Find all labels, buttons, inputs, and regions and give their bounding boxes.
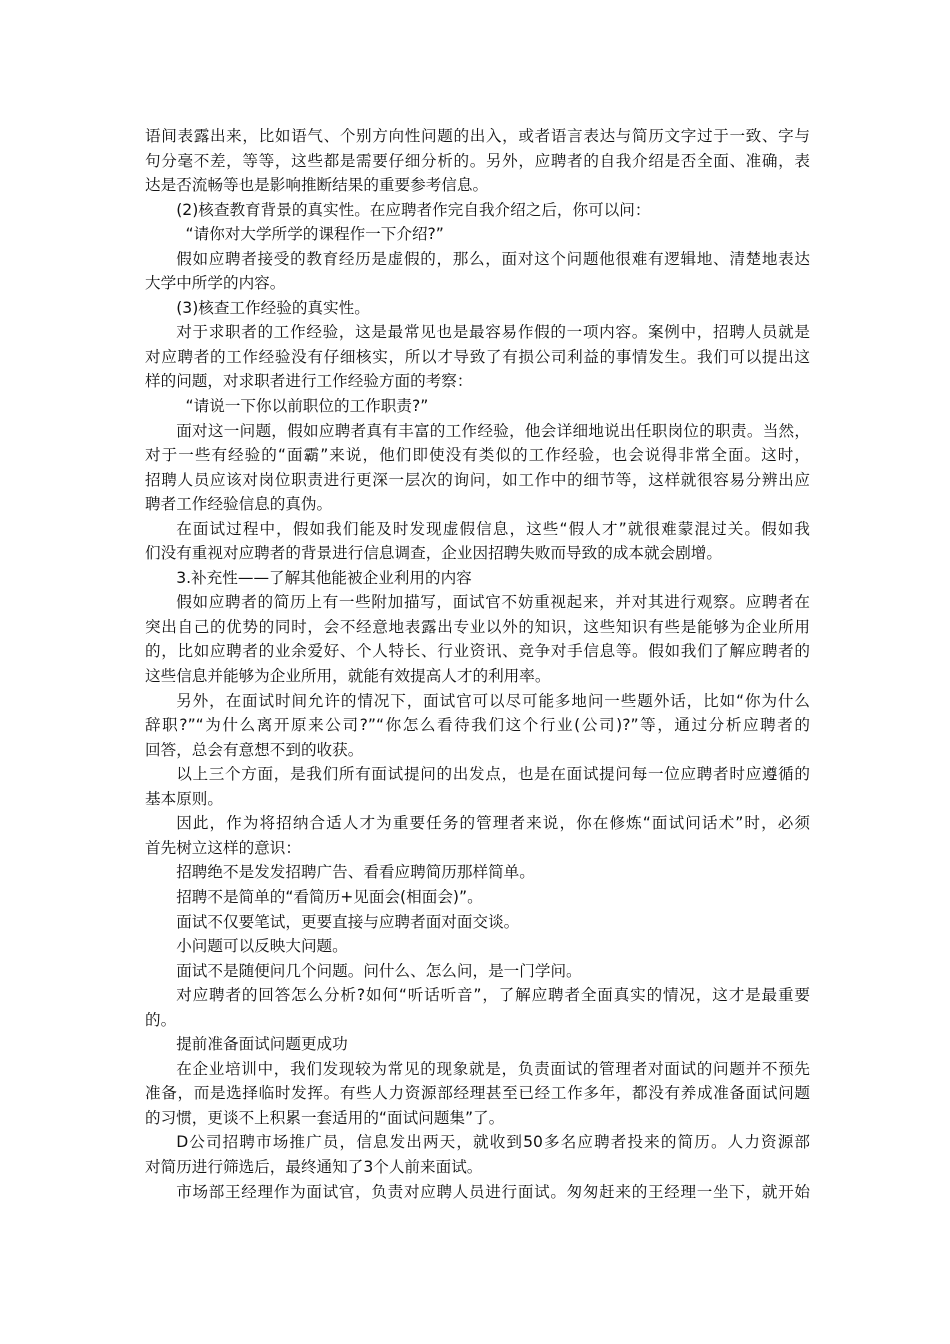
text-line: 招聘绝不是发发招聘广告、看看应聘简历那样简单。 bbox=[176, 863, 535, 882]
text-line: 突出自己的优势的同时，会不经意地表露出专业以外的知识，这些知识有些是能够为企业所用 bbox=[145, 617, 810, 636]
text-line: 提前准备面试问题更成功 bbox=[176, 1035, 348, 1054]
text-line: 们没有重视对应聘者的背景进行信息调查，企业因招聘失败而导致的成本就会剧增。 bbox=[145, 544, 722, 563]
text-line: 回答，总会有意想不到的收获。 bbox=[145, 740, 364, 759]
text-line: 市场部王经理作为面试官，负责对应聘人员进行面试。匆匆赶来的王经理一坐下，就开始 bbox=[176, 1182, 810, 1201]
text-line: 样的问题，对求职者进行工作经验方面的考察： bbox=[145, 372, 473, 391]
text-line: 首先树立这样的意识： bbox=[145, 838, 301, 857]
text-line: 辞职?”“为什么离开原来公司?”“你怎么看待我们这个行业(公司)?”等，通过分析应聘者的 bbox=[145, 716, 810, 735]
text-line: 面试不仅要笔试，更要直接与应聘者面对面交谈。 bbox=[176, 912, 520, 931]
text-line: 的，比如应聘者的业余爱好、个人特长、行业资讯、竞争对手信息等。假如我们了解应聘者的 bbox=[145, 642, 810, 661]
text-line: 聘者工作经验信息的真伪。 bbox=[145, 495, 333, 514]
text-line: 招聘人员应该对岗位职责进行更深一层次的询问，如工作中的细节等，这样就很容易分辨出应 bbox=[145, 470, 810, 489]
text-line: 面对这一问题，假如应聘者真有丰富的工作经验，他会详细地说出任职岗位的职责。当然， bbox=[176, 421, 810, 440]
text-line: “请说一下你以前职位的工作职责?” bbox=[185, 397, 429, 416]
text-line: 招聘不是简单的“看简历+见面会(相面会)”。 bbox=[176, 887, 483, 906]
text-line: 另外，在面试时间允许的情况下，面试官可以尽可能多地问一些题外话，比如“你为什么 bbox=[176, 691, 810, 710]
text-line: 3.补充性——了解其他能被企业利用的内容 bbox=[176, 568, 472, 587]
text-line: 的。 bbox=[145, 1010, 177, 1029]
text-line: 小问题可以反映大问题。 bbox=[176, 937, 348, 956]
text-line: 句分毫不差，等等，这些都是需要仔细分析的。另外，应聘者的自我介绍是否全面、准确，表 bbox=[145, 151, 810, 170]
text-line: 基本原则。 bbox=[145, 789, 223, 808]
text-line: 在企业培训中，我们发现较为常见的现象就是，负责面试的管理者对面试的问题并不预先 bbox=[176, 1059, 810, 1078]
text-line: 以上三个方面，是我们所有面试提问的出发点，也是在面试提问每一位应聘者时应遵循的 bbox=[176, 765, 810, 784]
text-line: 假如应聘者接受的教育经历是虚假的，那么，面对这个问题他很难有逻辑地、清楚地表达 bbox=[176, 249, 810, 268]
text-line: 达是否流畅等也是影响推断结果的重要参考信息。 bbox=[145, 176, 489, 195]
text-line: 大学中所学的内容。 bbox=[145, 274, 286, 293]
text-line: 语间表露出来，比如语气、个别方向性问题的出入，或者语言表达与简历文字过于一致、字与 bbox=[145, 127, 810, 145]
text-line: 对应聘者的回答怎么分析?如何“听话听音”，了解应聘者全面真实的情况，这才是最重要 bbox=[176, 986, 810, 1005]
text-line: D公司招聘市场推广员，信息发出两天，就收到50多名应聘者投来的简历。人力资源部 bbox=[176, 1133, 810, 1152]
text-line: 在面试过程中，假如我们能及时发现虚假信息，这些“假人才”就很难蒙混过关。假如我 bbox=[176, 519, 810, 538]
text-line: (3)核查工作经验的真实性。 bbox=[176, 298, 370, 317]
text-line: 假如应聘者的简历上有一些附加描写，面试官不妨重视起来，并对其进行观察。应聘者在 bbox=[176, 593, 810, 612]
text-line: 准备，而是选择临时发挥。有些人力资源部经理甚至已经工作多年，都没有养成准备面试问题 bbox=[145, 1084, 810, 1103]
text-line: 对于一些有经验的“面霸”来说，他们即使没有类似的工作经验，也会说得非常全面。这时， bbox=[145, 446, 810, 465]
text-line: 对简历进行筛选后，最终通知了3个人前来面试。 bbox=[145, 1157, 483, 1176]
text-line: (2)核查教育背景的真实性。在应聘者作完自我介绍之后，你可以问： bbox=[176, 200, 651, 219]
text-line: 的习惯，更谈不上积累一套适用的“面试问题集”了。 bbox=[145, 1108, 505, 1127]
text-line: 对于求职者的工作经验，这是最常见也是最容易作假的一项内容。案例中，招聘人员就是 bbox=[176, 323, 810, 342]
text-line: 面试不是随便问几个问题。问什么、怎么问，是一门学问。 bbox=[176, 961, 582, 980]
document-body bbox=[145, 124, 810, 1204]
text-line: “请你对大学所学的课程作一下介绍?” bbox=[185, 225, 444, 244]
text-line: 因此，作为将招纳合适人才为重要任务的管理者来说，你在修炼“面试问话术”时，必须 bbox=[176, 814, 810, 833]
text-line: 对应聘者的工作经验没有仔细核实，所以才导致了有损公司利益的事情发生。我们可以提出这 bbox=[145, 347, 810, 366]
text-line: 这些信息并能够为企业所用，就能有效提高人才的利用率。 bbox=[145, 667, 551, 686]
